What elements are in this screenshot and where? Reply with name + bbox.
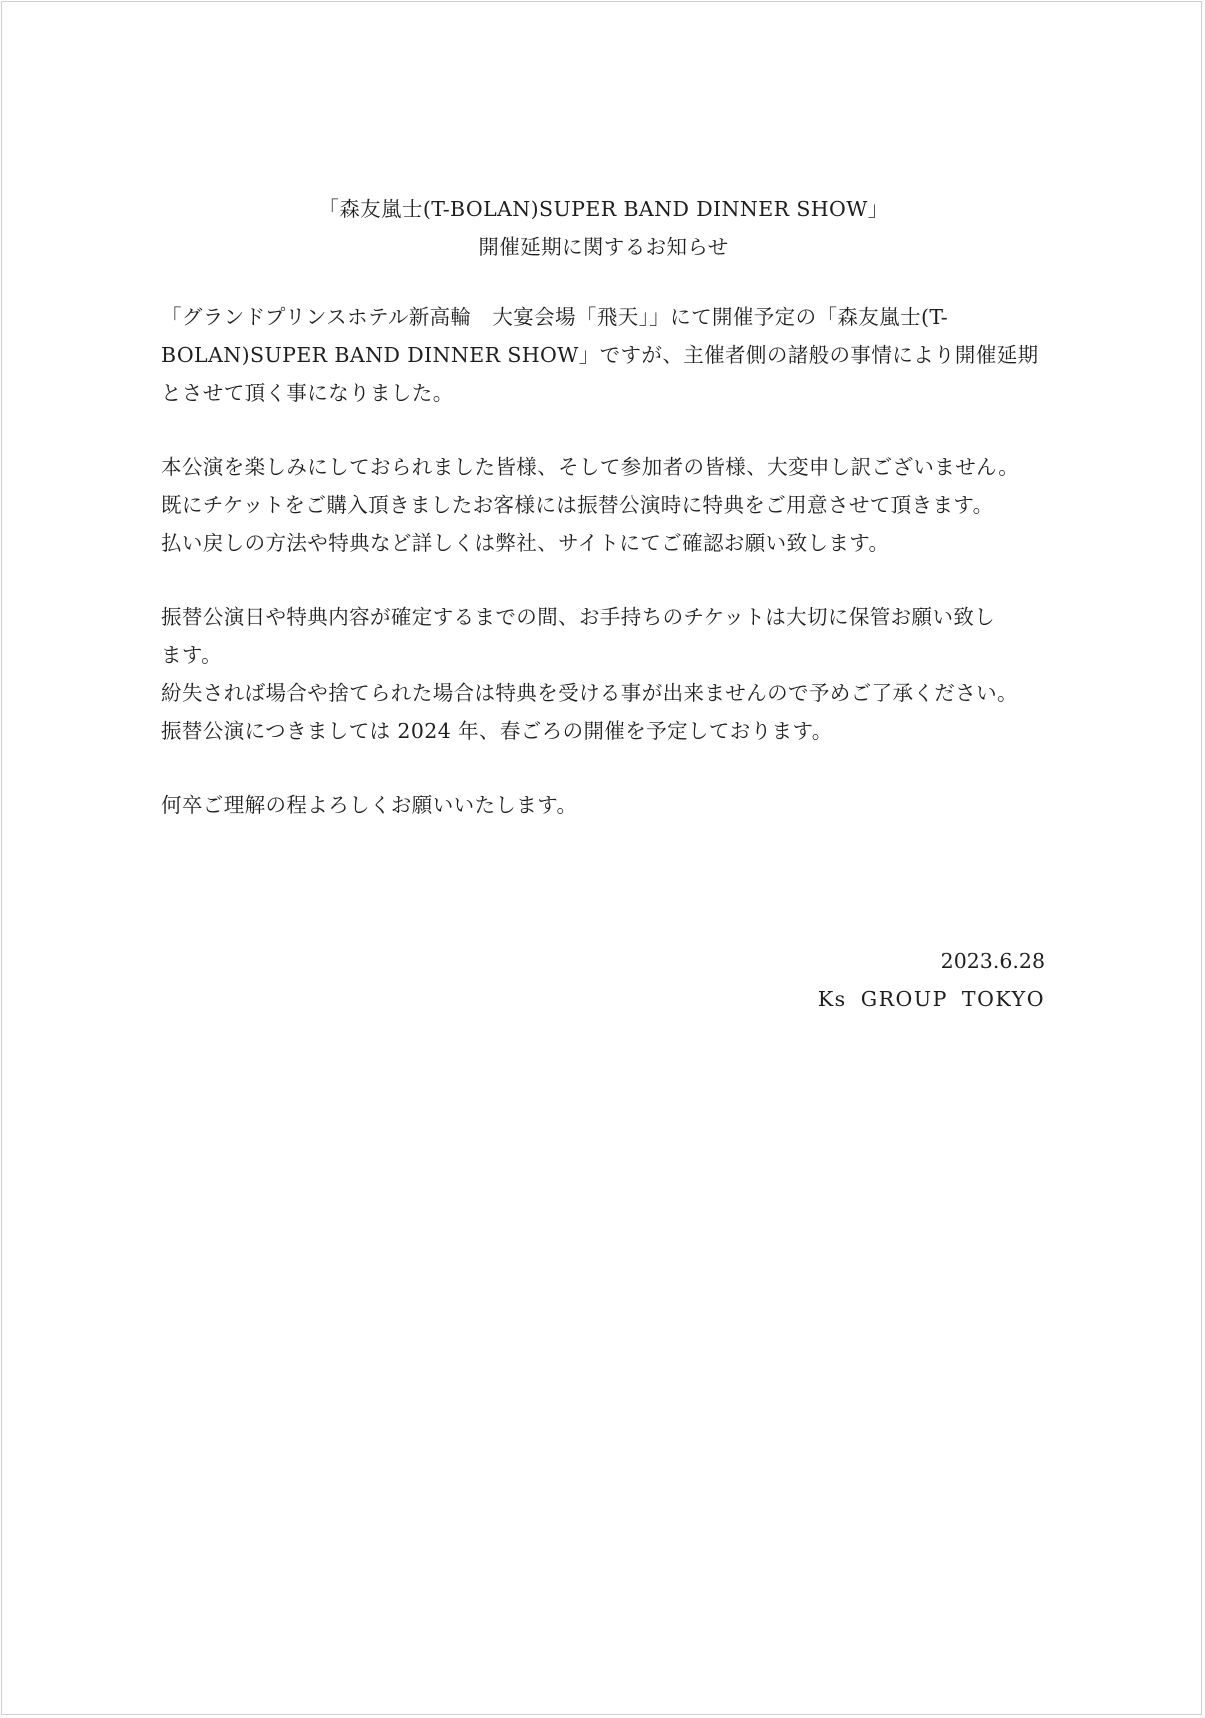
signature-block xyxy=(818,942,1045,1018)
text-line: とさせて頂く事になりました。 xyxy=(161,381,454,405)
text-line: 「グランドプリンスホテル新高輪 大宴会場「飛天」」にて開催予定の「森友嵐士(T- xyxy=(161,305,949,329)
paragraph-ticket-info xyxy=(161,598,1046,750)
text-line: 本公演を楽しみにしておられました皆様、そして参加者の皆様、大変申し訳ございません。 xyxy=(161,455,1020,479)
paragraph-closing xyxy=(161,786,1046,824)
paragraph-apology xyxy=(161,448,1046,562)
organization-name: Ks GROUP TOKYO xyxy=(817,987,1045,1011)
text-line: ます。 xyxy=(161,643,223,667)
text-line: 既にチケットをご購入頂きましたお客様には振替公演時に特典をご用意させて頂きます。 xyxy=(161,493,994,517)
notice-date: 2023.6.28 xyxy=(940,949,1045,973)
notice-body xyxy=(161,190,1046,860)
title-line-2: 開催延期に関するお知らせ xyxy=(478,235,729,259)
text-line: 振替公演につきましては 2024 年、春ごろの開催を予定しております。 xyxy=(161,719,833,743)
notice-title xyxy=(161,190,1046,266)
text-line: 何卒ご理解の程よろしくお願いいたします。 xyxy=(161,793,578,817)
text-line: 紛失されば場合や捨てられた場合は特典を受ける事が出来ませんので予めご了承ください。 xyxy=(161,681,1018,705)
text-line: BOLAN)SUPER BAND DINNER SHOW」ですが、主催者側の諸般の事情により開催延期 xyxy=(161,343,1039,367)
title-line-1: 「森友嵐士(T-BOLAN)SUPER BAND DINNER SHOW」 xyxy=(318,197,889,221)
text-line: 振替公演日や特典内容が確定するまでの間、お手持ちのチケットは大切に保管お願い致し xyxy=(161,605,996,629)
paragraph-postponement xyxy=(161,298,1046,412)
text-line: 払い戻しの方法や特典など詳しくは弊社、サイトにてご確認お願い致します。 xyxy=(161,531,890,555)
